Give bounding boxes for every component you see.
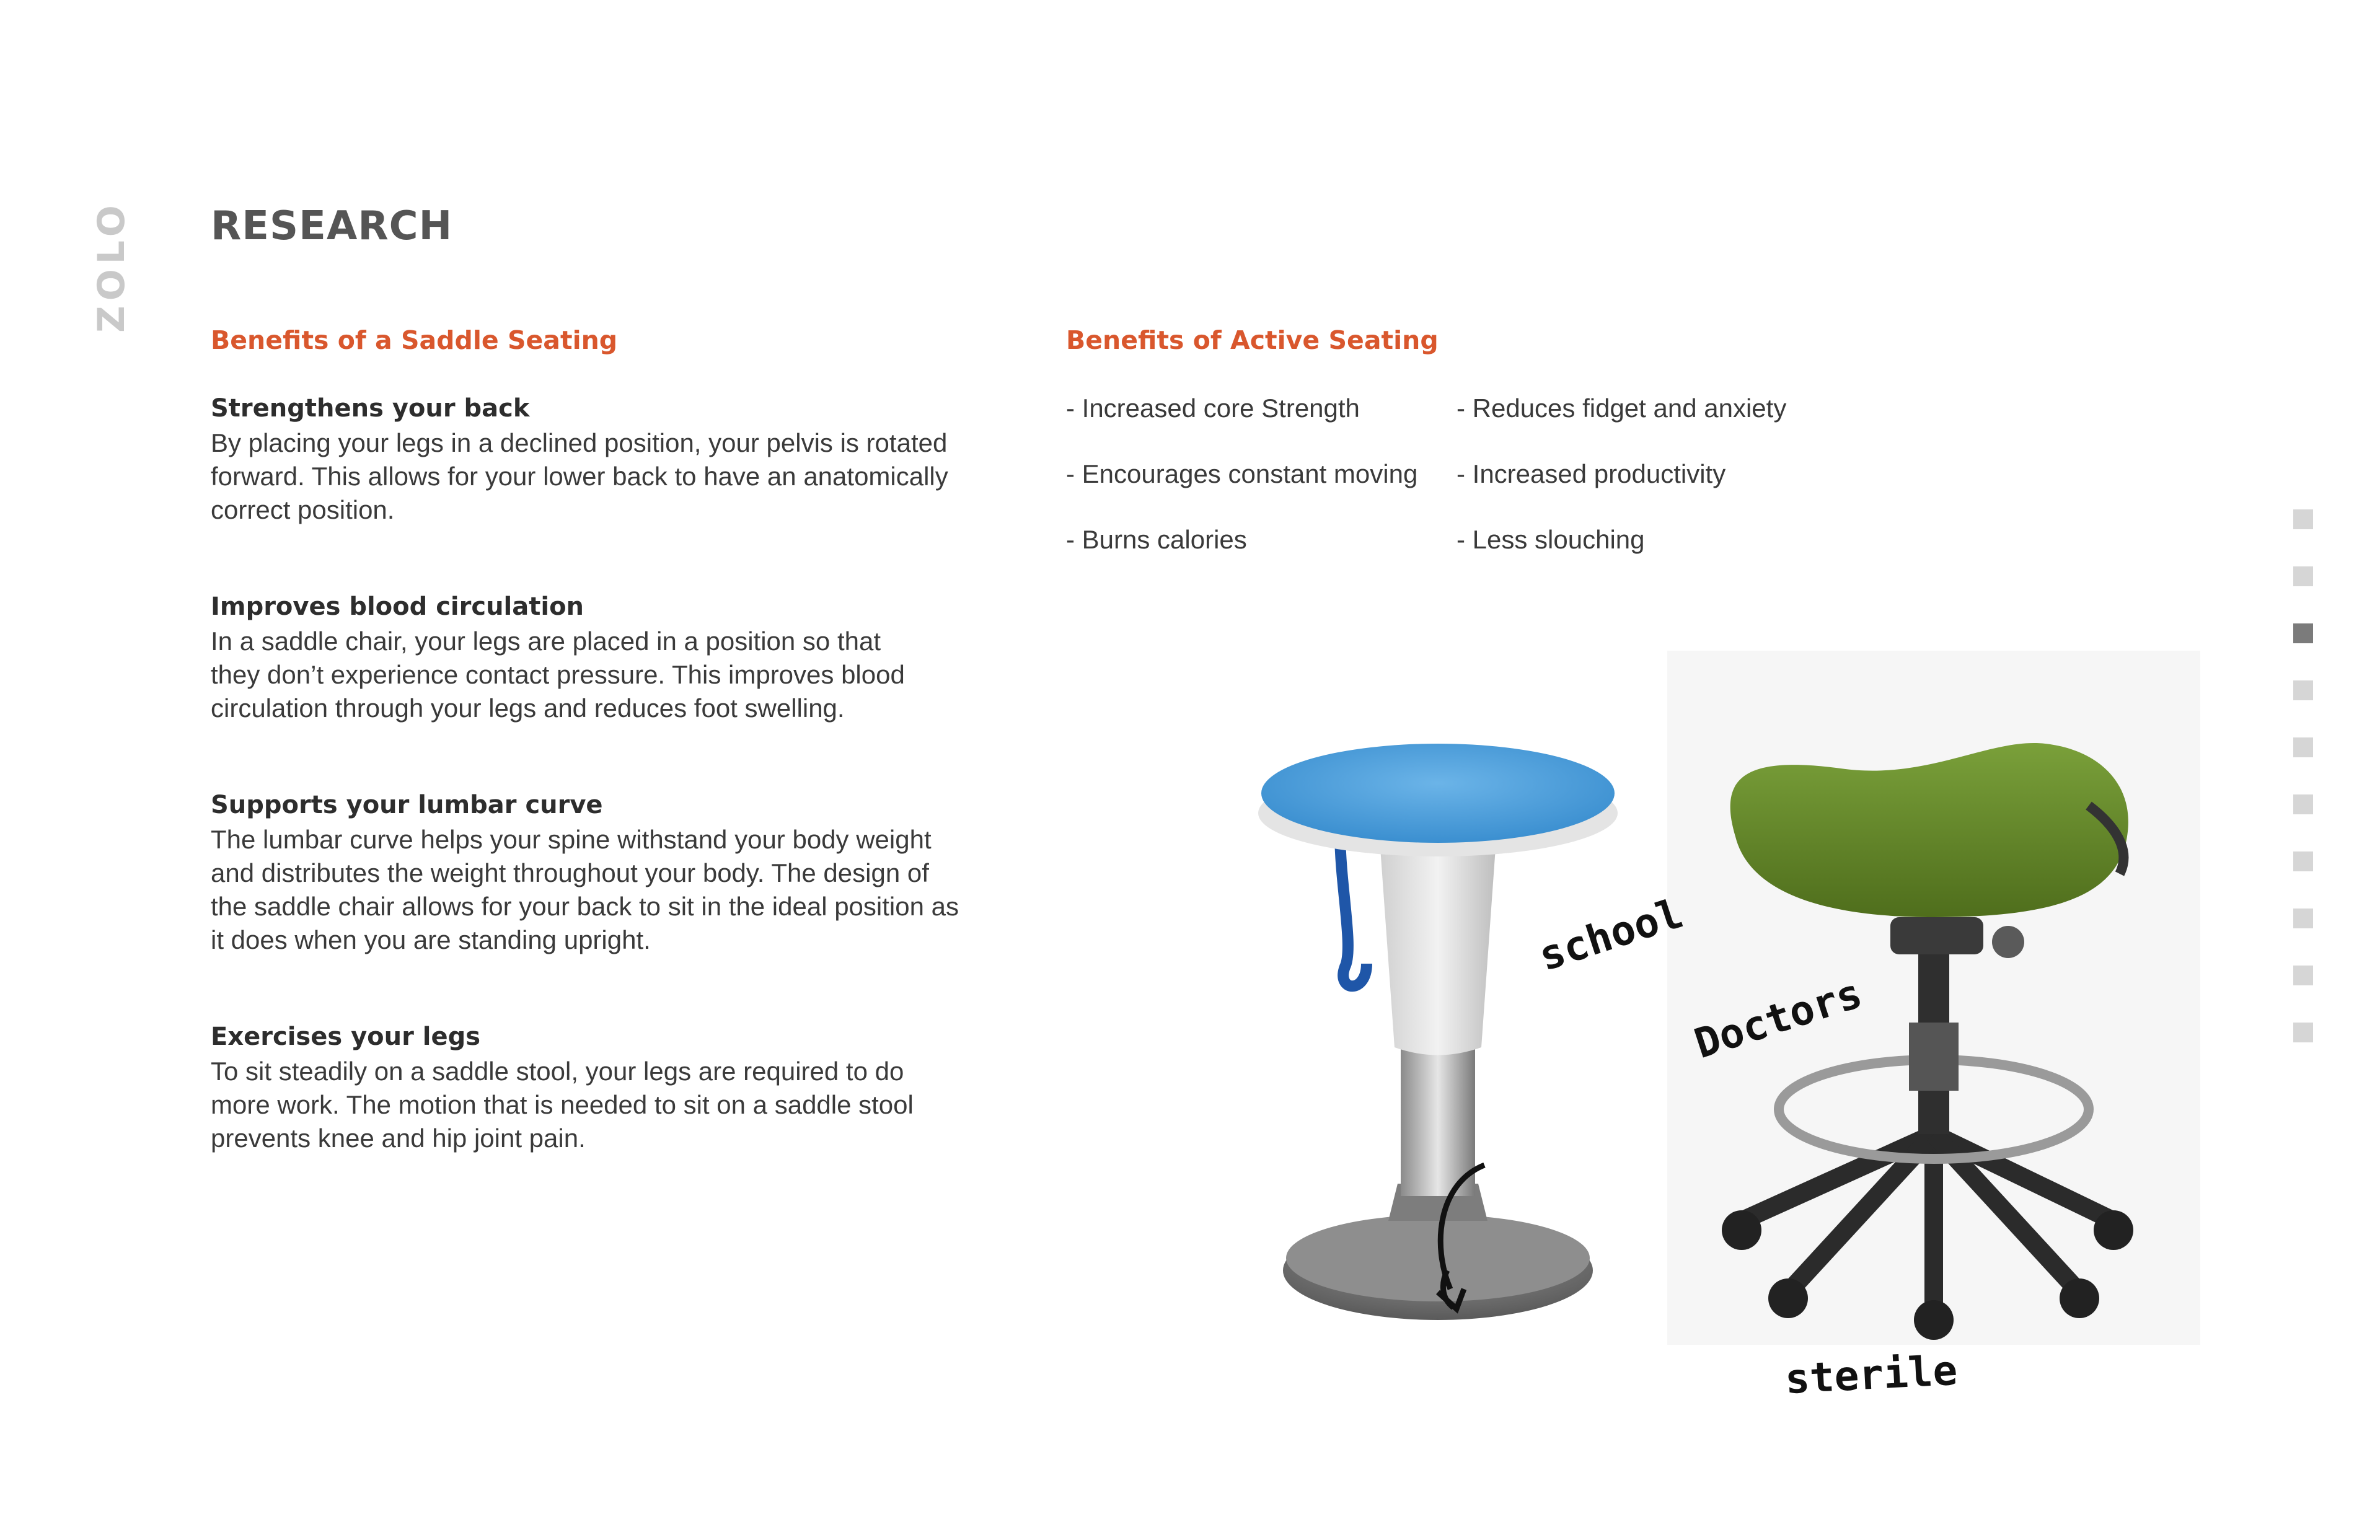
page-dot[interactable] xyxy=(2293,794,2313,814)
page-dot[interactable] xyxy=(2293,509,2313,529)
benefit-text: In a saddle chair, your legs are placed in a position so that they don’t experience contact pressure. This improves blood circulation through your legs and reduces foot swelling. xyxy=(211,627,905,723)
page-dot[interactable] xyxy=(2293,680,2313,700)
active-seating-heading: Benefits of Active Seating xyxy=(1066,325,1439,355)
benefit-text: By placing your legs in a declined position, your pelvis is rotated forward. This allows for your lower back to have an anatomically correct position. xyxy=(211,428,948,524)
benefit-title: Improves blood circulation xyxy=(211,592,584,621)
page-dot[interactable] xyxy=(2293,1023,2313,1042)
page-dot[interactable] xyxy=(2293,737,2313,757)
active-benefit-item: - Encourages constant moving xyxy=(1066,459,1418,488)
active-benefit-item: - Less slouching xyxy=(1457,525,1645,554)
active-seating-list xyxy=(1066,392,1828,557)
page-pagination[interactable] xyxy=(2293,509,2314,1080)
brand-logo xyxy=(87,200,136,333)
benefit-lumbar-curve xyxy=(211,788,1016,957)
benefit-text: The lumbar curve helps your spine withstand your body weight and distributes the weight throughout your body. The design of the saddle chair allows for your back to sit in the ideal position as it does when you are standing upright. xyxy=(211,825,959,954)
brand-text: ZOLO xyxy=(90,200,133,333)
page-title: RESEARCH xyxy=(211,203,453,249)
page-dot[interactable] xyxy=(2293,966,2313,985)
handwritten-school-label: school xyxy=(1533,889,1689,980)
benefit-title: Strengthens your back xyxy=(211,394,530,423)
benefit-exercises-legs xyxy=(211,1020,1016,1155)
benefit-blood-circulation xyxy=(211,590,1016,725)
benefit-strengthens-back xyxy=(211,392,1016,527)
page-dot[interactable] xyxy=(2293,566,2313,586)
handwritten-doctors-label: Doctors xyxy=(1688,969,1868,1068)
page-dot[interactable] xyxy=(2293,851,2313,871)
active-benefit-item: - Increased core Strength xyxy=(1066,394,1360,423)
benefit-text: To sit steadily on a saddle stool, your legs are required to do more work. The motion that is needed to sit on a saddle stool prevents knee and hip joint pain. xyxy=(211,1057,914,1153)
active-benefit-item: - Reduces fidget and anxiety xyxy=(1457,394,1787,423)
page-dot-active[interactable] xyxy=(2293,623,2313,643)
active-benefit-item: - Burns calories xyxy=(1066,525,1247,554)
benefit-title: Supports your lumbar curve xyxy=(211,791,603,819)
page-dot[interactable] xyxy=(2293,909,2313,928)
saddle-seating-heading: Benefits of a Saddle Seating xyxy=(211,325,618,355)
benefit-title: Exercises your legs xyxy=(211,1023,481,1051)
active-benefit-item: - Increased productivity xyxy=(1457,459,1726,488)
handwritten-sterile-label: sterile xyxy=(1784,1346,1959,1404)
